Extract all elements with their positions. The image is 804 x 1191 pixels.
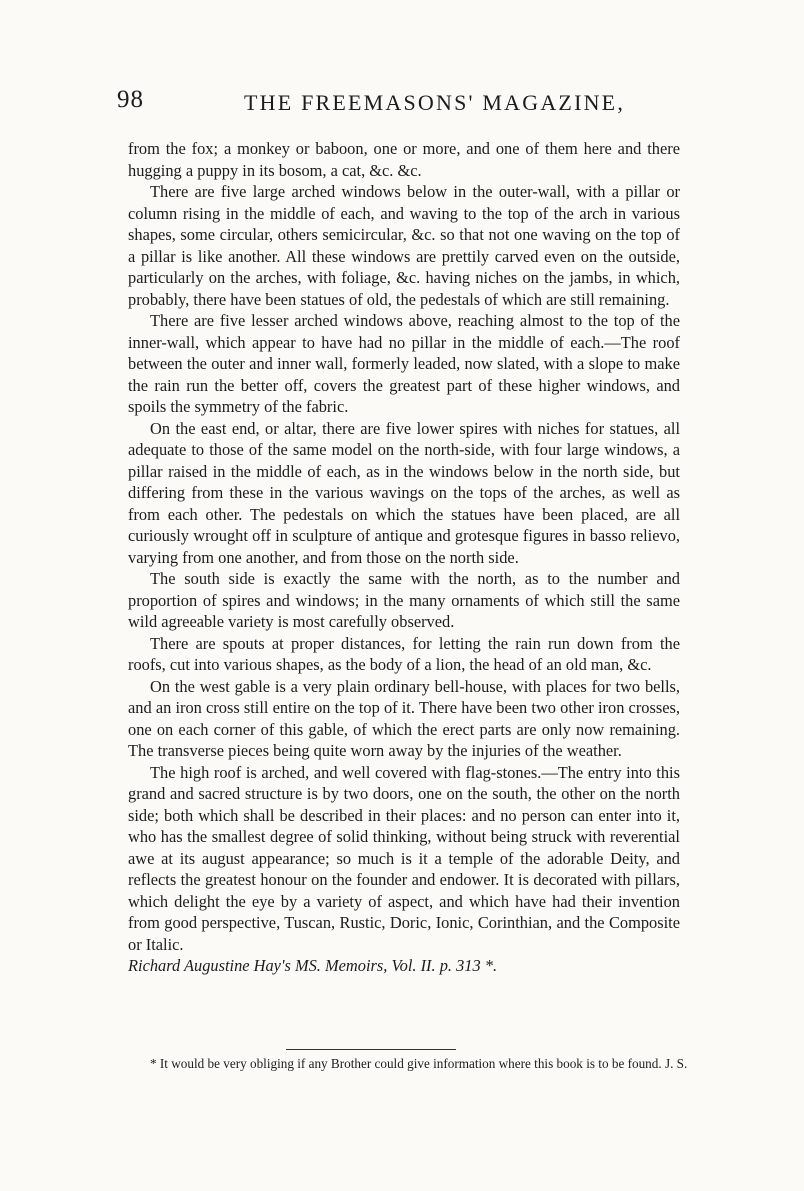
paragraph: On the west gable is a very plain ordinary bell-house, with places for two bells, and an iron cross still entire on the top of it. There have been two other iron crosses, one on each corner of this gable, of which the erect parts are only now remaining. The transverse pieces being quite worn away by the injuries of the weather. <box>128 676 680 760</box>
citation: Richard Augustine Hay's MS. Memoirs, Vol. II. p. 313 *. <box>128 956 498 975</box>
paragraph: There are five large arched windows below in the outer-wall, with a pillar or column rising in the middle of each, and waving to the top of the arch in various shapes, some circular, others semicircular, &c. so that not one waving on the top of a pillar is like another. All these windows are prettily carved even on the outside, particularly on the arches, with foliage, &c. having niches on the jambs, in which, probably, there have been statues of old, the pedestals of which are still remaining. <box>128 182 680 309</box>
page-header <box>0 86 804 126</box>
page-number: 98 <box>117 86 144 113</box>
paragraph: There are spouts at proper distances, for letting the rain run down from the roofs, cut into various shapes, as the body of a lion, the head of an old man, &c. <box>128 633 680 674</box>
paragraph: The high roof is arched, and well covered with flag-stones.—The entry into this grand and sacred structure is by two doors, one on the south, the other on the north side; both which shall be described in their places: and no person can enter into it, who has the smallest degree of solid thinking, without being struck with reverential awe at its august appearance; so much is it a temple of the adorable Deity, and reflects the greatest honour on the founder and endower. It is decorated with pillars, which delight the eye by a variety of aspect, and which have had their invention from good perspective, Tuscan, Rustic, Doric, Ionic, Corinthian, and the Composite or Italic. <box>128 762 680 954</box>
running-title: THE FREEMASONS' MAGAZINE, <box>244 90 626 115</box>
footnote-rule <box>286 1049 456 1050</box>
paragraph: There are five lesser arched windows above, reaching almost to the top of the inner-wall, which appear to have had no pillar in the middle of each.—The roof between the outer and inner wall, formerly leaded, now slated, with a slope to make the rain run the better off, covers the greatest part of these higher windows, and spoils the symmetry of the fabric. <box>128 311 680 416</box>
paragraph: On the east end, or altar, there are five lower spires with niches for statues, all adequate to those of the same model on the north-side, with four large windows, a pillar raised in the middle of each, as in the windows below in the north side, but differing from these in the various wavings on the tops of the arches, as well as from each other. The pedestals on which the statues have been placed, are all curiously wrought off in sculpture of antique and grotesque figures in basso relievo, varying from one another, and from those on the north side. <box>128 418 680 567</box>
paragraph: from the fox; a monkey or baboon, one or more, and one of them here and there hugging a puppy in its bosom, a cat, &c. &c. <box>128 139 680 180</box>
paragraph: The south side is exactly the same with the north, as to the number and proportion of spires and windows; in the many ornaments of which still the same wild agreeable variety is most carefully observed. <box>128 569 680 631</box>
body-text <box>128 138 680 977</box>
footnote: * It would be very obliging if any Brother could give information where this book is to be found. J. S. <box>150 1056 688 1071</box>
